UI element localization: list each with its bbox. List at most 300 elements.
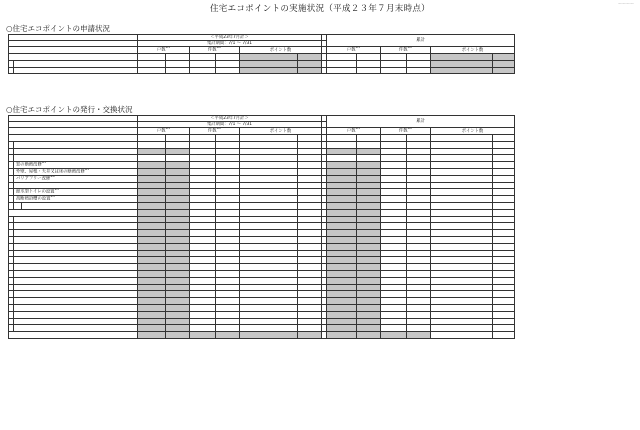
row-label — [14, 311, 138, 318]
value-cell — [381, 155, 407, 162]
value-cell — [166, 189, 190, 196]
value-cell — [327, 148, 357, 155]
value-cell — [240, 182, 298, 189]
value-cell — [240, 148, 298, 155]
value-cell — [381, 148, 407, 155]
value-cell — [240, 216, 298, 223]
value-cell — [190, 148, 216, 155]
value-cell — [240, 304, 298, 311]
value-cell — [166, 67, 190, 74]
value-cell — [381, 54, 407, 61]
table-row — [9, 325, 515, 332]
application-status-table — [8, 34, 515, 74]
value-cell — [138, 250, 166, 257]
header-cases: 件数$^{※2}$ — [381, 128, 431, 135]
value-cell — [493, 148, 515, 155]
issuance-exchange-table — [8, 115, 515, 339]
value-cell — [381, 60, 407, 67]
row-label — [14, 270, 138, 277]
value-cell — [407, 141, 431, 148]
value-cell — [166, 250, 190, 257]
table-row — [9, 60, 515, 67]
value-cell — [166, 60, 190, 67]
row-label: バリアフリー改修$^{※4}$ — [14, 175, 138, 182]
value-cell — [493, 67, 515, 74]
value-cell — [431, 223, 493, 230]
value-cell — [493, 60, 515, 67]
value-cell — [298, 332, 322, 339]
value-cell — [357, 155, 381, 162]
value-cell — [138, 67, 166, 74]
value-cell — [166, 162, 190, 169]
value-cell — [431, 189, 493, 196]
value-cell — [190, 60, 216, 67]
value-cell — [431, 270, 493, 277]
value-cell — [407, 182, 431, 189]
value-cell — [240, 209, 298, 216]
table-row — [9, 196, 515, 203]
value-cell — [493, 257, 515, 264]
value-cell — [327, 189, 357, 196]
value-cell — [240, 298, 298, 305]
header-period: ＜平成23年7月計＞ — [138, 35, 322, 41]
value-cell — [216, 318, 240, 325]
value-cell — [190, 270, 216, 277]
row-label: 窓の断熱改修$^{※3}$ — [14, 162, 138, 169]
row-label — [9, 135, 138, 142]
value-cell — [138, 257, 166, 264]
value-cell — [327, 257, 357, 264]
value-cell — [431, 135, 493, 142]
value-cell — [240, 162, 298, 169]
table-row — [9, 216, 515, 223]
value-cell — [298, 311, 322, 318]
value-cell — [493, 155, 515, 162]
value-cell — [216, 332, 240, 339]
value-cell — [431, 182, 493, 189]
value-cell — [357, 54, 381, 61]
value-cell — [240, 60, 298, 67]
value-cell — [357, 270, 381, 277]
value-cell — [166, 223, 190, 230]
value-cell — [166, 325, 190, 332]
value-cell — [138, 304, 166, 311]
value-cell — [216, 203, 240, 210]
table-row — [9, 209, 515, 216]
value-cell — [357, 169, 381, 176]
value-cell — [298, 175, 322, 182]
value-cell — [407, 304, 431, 311]
value-cell — [216, 230, 240, 237]
value-cell — [493, 182, 515, 189]
value-cell — [357, 141, 381, 148]
value-cell — [431, 54, 493, 61]
row-label — [9, 54, 138, 61]
value-cell — [216, 325, 240, 332]
value-cell — [216, 223, 240, 230]
value-cell — [493, 332, 515, 339]
value-cell — [190, 298, 216, 305]
value-cell — [190, 311, 216, 318]
value-cell — [166, 291, 190, 298]
value-cell — [357, 175, 381, 182]
value-cell — [166, 277, 190, 284]
value-cell — [166, 304, 190, 311]
value-cell — [327, 196, 357, 203]
value-cell — [138, 230, 166, 237]
value-cell — [431, 325, 493, 332]
value-cell — [327, 162, 357, 169]
value-cell — [381, 175, 407, 182]
value-cell — [381, 318, 407, 325]
value-cell — [493, 298, 515, 305]
table-row — [9, 250, 515, 257]
row-label — [14, 216, 138, 223]
value-cell — [240, 175, 298, 182]
value-cell — [138, 216, 166, 223]
value-cell — [190, 155, 216, 162]
table-row — [9, 223, 515, 230]
value-cell — [298, 67, 322, 74]
row-label: 節水型トイレの設置$^{※5}$ — [14, 189, 138, 196]
value-cell — [381, 277, 407, 284]
row-label — [14, 284, 138, 291]
value-cell — [216, 277, 240, 284]
value-cell — [381, 291, 407, 298]
value-cell — [381, 243, 407, 250]
value-cell — [240, 257, 298, 264]
value-cell — [327, 270, 357, 277]
value-cell — [381, 236, 407, 243]
value-cell — [327, 332, 357, 339]
value-cell — [138, 175, 166, 182]
value-cell — [407, 298, 431, 305]
value-cell — [216, 67, 240, 74]
value-cell — [357, 298, 381, 305]
row-label — [14, 236, 138, 243]
value-cell — [240, 67, 298, 74]
value-cell — [240, 318, 298, 325]
value-cell — [190, 209, 216, 216]
value-cell — [166, 298, 190, 305]
value-cell — [381, 250, 407, 257]
value-cell — [216, 291, 240, 298]
header-points: ポイント数 — [431, 47, 515, 54]
table-row — [9, 298, 515, 305]
section-title-issuance: ○住宅エコポイントの発行・交換状況 — [6, 105, 133, 114]
value-cell — [357, 162, 381, 169]
value-cell — [357, 318, 381, 325]
value-cell — [166, 264, 190, 271]
value-cell — [407, 175, 431, 182]
value-cell — [431, 284, 493, 291]
value-cell — [357, 67, 381, 74]
value-cell — [216, 141, 240, 148]
value-cell — [357, 257, 381, 264]
header-period: ＜平成23年7月計＞ — [138, 116, 322, 122]
table-row — [9, 169, 515, 176]
value-cell — [240, 270, 298, 277]
value-cell — [216, 182, 240, 189]
value-cell — [166, 311, 190, 318]
value-cell — [327, 325, 357, 332]
value-cell — [190, 175, 216, 182]
value-cell — [407, 209, 431, 216]
row-label — [14, 230, 138, 237]
value-cell — [493, 284, 515, 291]
value-cell — [240, 250, 298, 257]
value-cell — [381, 270, 407, 277]
value-cell — [240, 203, 298, 210]
value-cell — [493, 141, 515, 148]
value-cell — [381, 189, 407, 196]
value-cell — [357, 135, 381, 142]
header-points: ポイント数 — [240, 47, 322, 54]
value-cell — [493, 318, 515, 325]
value-cell — [240, 264, 298, 271]
value-cell — [357, 216, 381, 223]
value-cell — [190, 243, 216, 250]
value-cell — [493, 325, 515, 332]
header-households: 戸数$^{※1}$ — [138, 128, 190, 135]
row-label: 外壁、屋根・天井又は床の断熱改修$^{※3}$ — [14, 169, 138, 176]
row-label — [14, 304, 138, 311]
value-cell — [431, 60, 493, 67]
table-row — [9, 182, 515, 189]
value-cell — [298, 60, 322, 67]
value-cell — [327, 169, 357, 176]
value-cell — [327, 250, 357, 257]
value-cell — [190, 54, 216, 61]
value-cell — [166, 332, 190, 339]
table-row — [9, 318, 515, 325]
value-cell — [216, 60, 240, 67]
value-cell — [298, 304, 322, 311]
value-cell — [138, 332, 166, 339]
header-range: 集計期間：7/1 ～ 7/31 — [138, 122, 322, 128]
value-cell — [166, 230, 190, 237]
value-cell — [138, 264, 166, 271]
value-cell — [431, 236, 493, 243]
row-label — [14, 277, 138, 284]
value-cell — [357, 203, 381, 210]
value-cell — [431, 162, 493, 169]
table-row — [9, 141, 515, 148]
value-cell — [190, 169, 216, 176]
value-cell — [216, 250, 240, 257]
value-cell — [216, 189, 240, 196]
value-cell — [216, 148, 240, 155]
value-cell — [138, 318, 166, 325]
table-row — [9, 270, 515, 277]
value-cell — [381, 325, 407, 332]
value-cell — [381, 209, 407, 216]
value-cell — [327, 175, 357, 182]
value-cell — [407, 169, 431, 176]
header-households: 戸数$^{※1}$ — [138, 47, 190, 54]
value-cell — [216, 243, 240, 250]
value-cell — [216, 169, 240, 176]
section-title-application: ○住宅エコポイントの申請状況 — [6, 24, 111, 33]
value-cell — [240, 196, 298, 203]
value-cell — [138, 270, 166, 277]
value-cell — [431, 216, 493, 223]
value-cell — [190, 223, 216, 230]
value-cell — [190, 277, 216, 284]
table-row — [9, 243, 515, 250]
value-cell — [190, 318, 216, 325]
value-cell — [166, 209, 190, 216]
value-cell — [381, 311, 407, 318]
value-cell — [431, 277, 493, 284]
value-cell — [407, 162, 431, 169]
value-cell — [166, 148, 190, 155]
value-cell — [327, 291, 357, 298]
row-label — [14, 325, 138, 332]
value-cell — [493, 230, 515, 237]
value-cell — [138, 189, 166, 196]
value-cell — [166, 216, 190, 223]
value-cell — [166, 196, 190, 203]
value-cell — [431, 250, 493, 257]
indent-cell — [14, 203, 22, 210]
value-cell — [431, 264, 493, 271]
row-label — [14, 141, 138, 148]
value-cell — [138, 182, 166, 189]
row-label — [14, 257, 138, 264]
value-cell — [431, 155, 493, 162]
value-cell — [166, 318, 190, 325]
value-cell — [240, 291, 298, 298]
value-cell — [166, 169, 190, 176]
value-cell — [431, 141, 493, 148]
value-cell — [298, 270, 322, 277]
value-cell — [407, 189, 431, 196]
value-cell — [327, 155, 357, 162]
value-cell — [216, 54, 240, 61]
value-cell — [190, 162, 216, 169]
table-row — [9, 54, 515, 61]
value-cell — [327, 284, 357, 291]
value-cell — [190, 216, 216, 223]
value-cell — [357, 332, 381, 339]
value-cell — [407, 223, 431, 230]
value-cell — [298, 162, 322, 169]
value-cell — [493, 223, 515, 230]
value-cell — [493, 243, 515, 250]
value-cell — [381, 67, 407, 74]
value-cell — [327, 277, 357, 284]
value-cell — [327, 223, 357, 230]
value-cell — [431, 291, 493, 298]
value-cell — [190, 284, 216, 291]
value-cell — [381, 135, 407, 142]
value-cell — [357, 196, 381, 203]
value-cell — [407, 216, 431, 223]
value-cell — [493, 250, 515, 257]
value-cell — [493, 169, 515, 176]
value-cell — [240, 325, 298, 332]
value-cell — [240, 169, 298, 176]
value-cell — [166, 141, 190, 148]
row-label — [22, 203, 138, 210]
header-blank — [9, 47, 138, 54]
table-row — [9, 291, 515, 298]
value-cell — [357, 209, 381, 216]
value-cell — [493, 54, 515, 61]
value-cell — [381, 182, 407, 189]
row-label — [14, 243, 138, 250]
value-cell — [166, 270, 190, 277]
value-cell — [407, 60, 431, 67]
value-cell — [327, 209, 357, 216]
header-cases: 件数$^{※2}$ — [381, 47, 431, 54]
value-cell — [216, 135, 240, 142]
table-row — [9, 332, 515, 339]
value-cell — [431, 318, 493, 325]
value-cell — [298, 291, 322, 298]
page-corner-mark: ～～～～ — [618, 1, 634, 6]
value-cell — [381, 230, 407, 237]
row-label — [14, 182, 138, 189]
value-cell — [298, 223, 322, 230]
value-cell — [327, 304, 357, 311]
value-cell — [240, 277, 298, 284]
value-cell — [431, 203, 493, 210]
table-row — [9, 264, 515, 271]
value-cell — [431, 257, 493, 264]
value-cell — [190, 236, 216, 243]
value-cell — [493, 203, 515, 210]
value-cell — [407, 148, 431, 155]
value-cell — [327, 230, 357, 237]
value-cell — [327, 236, 357, 243]
value-cell — [327, 298, 357, 305]
value-cell — [327, 182, 357, 189]
value-cell — [240, 223, 298, 230]
value-cell — [138, 223, 166, 230]
value-cell — [407, 257, 431, 264]
value-cell — [298, 169, 322, 176]
value-cell — [327, 311, 357, 318]
value-cell — [190, 332, 216, 339]
table-row — [9, 135, 515, 142]
table-row — [9, 311, 515, 318]
value-cell — [407, 332, 431, 339]
value-cell — [298, 318, 322, 325]
value-cell — [138, 243, 166, 250]
value-cell — [357, 264, 381, 271]
table-row — [9, 304, 515, 311]
value-cell — [240, 243, 298, 250]
value-cell — [407, 236, 431, 243]
value-cell — [240, 230, 298, 237]
table-row — [9, 257, 515, 264]
value-cell — [240, 189, 298, 196]
value-cell — [138, 162, 166, 169]
value-cell — [357, 291, 381, 298]
table-row — [9, 277, 515, 284]
value-cell — [381, 223, 407, 230]
value-cell — [216, 175, 240, 182]
value-cell — [431, 311, 493, 318]
value-cell — [493, 189, 515, 196]
value-cell — [166, 203, 190, 210]
table-row — [9, 284, 515, 291]
value-cell — [431, 148, 493, 155]
row-label — [14, 291, 138, 298]
row-label — [14, 264, 138, 271]
